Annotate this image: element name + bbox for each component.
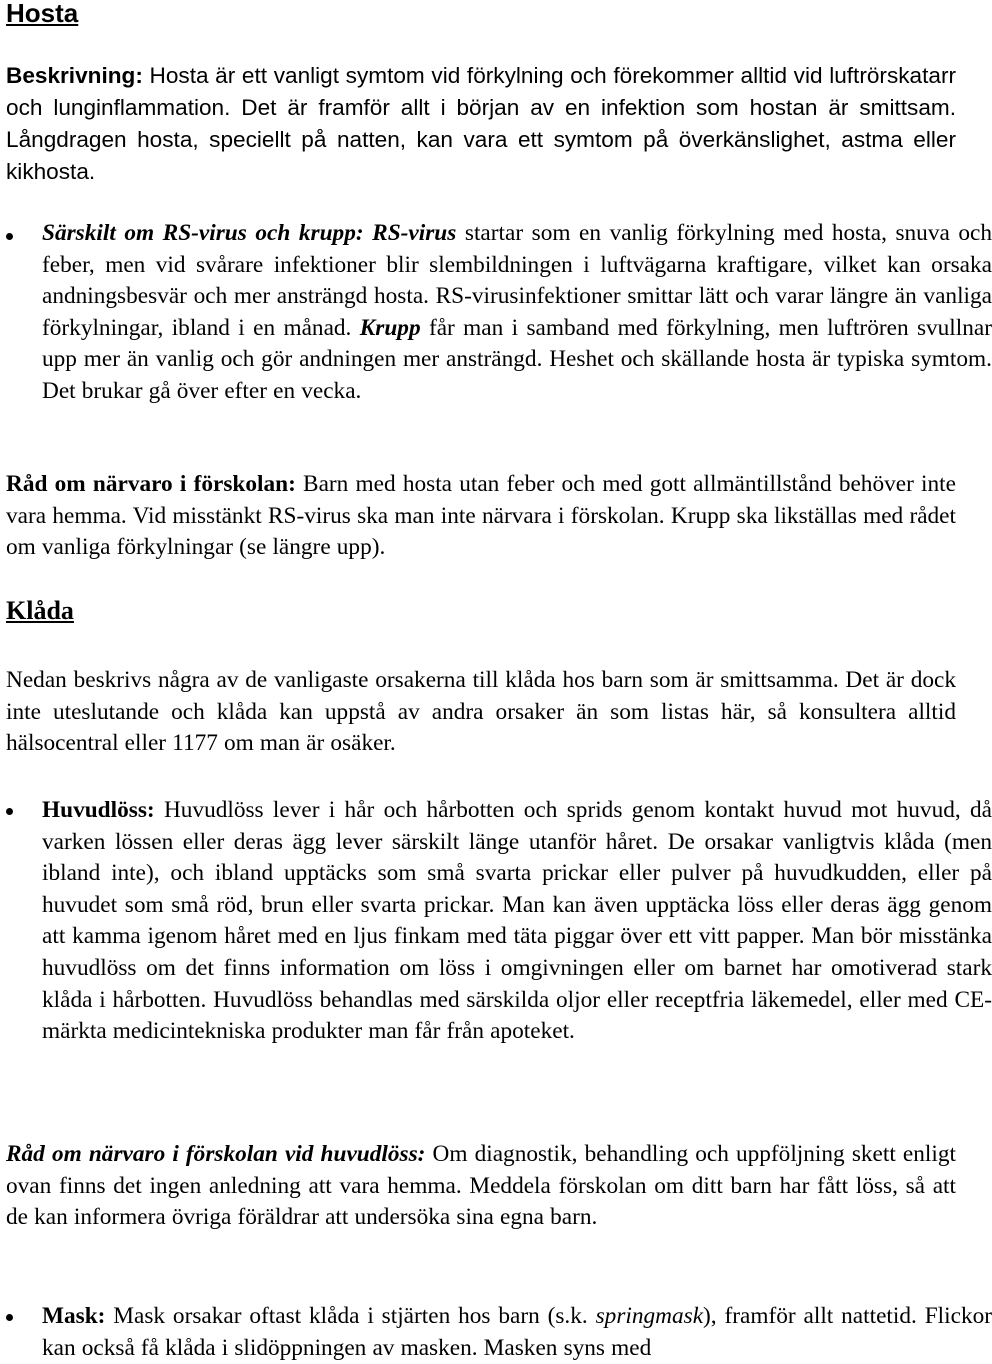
lice-bullet: [6, 795, 992, 1048]
lice-text: Huvudlöss lever i hår och hårbotten och sprids genom kontakt huvud mot huvud, då varken lössen eller deras ägg lever särskilt länge utanför håret. De orsakar vanligtvis klåda (men ibland inte), och ibland upptäcks som små svarta prickar eller pulver på huvudkudden, eller på huvudet som små röd, brun eller svarta prickar. Man kan även upptäcka löss eller deras ägg genom att kamma igenom håret med en ljus finkam med täta piggar över ett vitt papper. Man bör misstänka huvudlöss om det finns information om löss i omgivningen eller om barnet har omotiverad stark klåda i hårbotten. Huvudlöss behandlas med särskilda oljor eller receptfria läkemedel, eller med CE-märkta medicintekniska produkter man får från apoteket.: [42, 797, 992, 1045]
rs-label: Särskilt om RS-virus och krupp:: [42, 220, 364, 246]
krupp-label: Krupp: [359, 314, 421, 341]
mask-bullet: [6, 1301, 992, 1364]
mask-text-2: ), framför allt nattetid. Flickor kan också få klåda i slidöppningen av masken. Masken syns med: [42, 1303, 992, 1361]
mask-italic: springmask: [595, 1303, 704, 1329]
lice-advice-text: Om diagnostik, behandling och uppföljning skett enligt ovan finns det ingen anledning att vara hemma. Meddela förskolan om ditt barn har fått löss, så att de kan informera övriga föräldrar att undersöka sina egna barn.: [6, 1141, 956, 1231]
rs-virus-bullet: [6, 218, 992, 408]
mask-paragraph: [42, 1301, 992, 1364]
mask-label: Mask:: [42, 1303, 106, 1329]
bullet-icon: [6, 808, 13, 815]
advice-label: Råd om närvaro i förskolan:: [6, 471, 296, 497]
section-title-hosta: Hosta: [6, 0, 79, 28]
description-text: Hosta är ett vanligt symtom vid förkylning och förekommer alltid vid luftrörskatarr och lunginflammation. Det är framför allt i början av en infektion som hostan är smittsam. Långdragen hosta, speciellt på natten, kan vara ett symtom på överkänslighet, astma eller kikhosta.: [6, 63, 956, 184]
lice-advice: [6, 1139, 956, 1234]
rs-text-2: får man i samband med förkylning, men luftrören svullnar upp mer än vanlig och gör andningen mer ansträngd. Heshet och skällande hosta är typiska symtom. Det brukar gå över efter en vecka.: [42, 314, 992, 404]
hosta-advice: [6, 469, 956, 564]
description-label: Beskrivning:: [6, 63, 143, 88]
lice-paragraph: [42, 795, 992, 1048]
section-title-klada: Klåda: [6, 596, 74, 625]
lice-advice-label: Råd om närvaro i förskolan vid huvudlöss:: [6, 1141, 426, 1167]
rs-label-2: RS-virus: [372, 220, 457, 246]
rs-text-1: startar som en vanlig förkylning med hosta, snuva och feber, men vid svårare infektioner blir slembildningen i luftvägarna kraftigare, vilket kan orsaka andningsbesvär och mer ansträngd hosta. RS-virusinfektioner smittar lätt och varar längre än vanliga förkylningar, ibland i en månad.: [42, 220, 992, 341]
klada-intro: Nedan beskrivs några av de vanligaste orsakerna till klåda hos barn som är smittsamma. Det är dock inte uteslutande och klåda kan uppstå av andra orsaker än som listas här, så konsultera alltid hälsocentral eller 1177 om man är osäker.: [6, 667, 956, 757]
lice-label: Huvudlöss:: [42, 797, 155, 823]
mask-text-1: Mask orsakar oftast klåda i stjärten hos barn (s.k.: [105, 1303, 596, 1329]
rs-virus-paragraph: [42, 218, 992, 408]
hosta-description: [6, 60, 956, 188]
bullet-icon: [6, 233, 13, 240]
advice-text: Barn med hosta utan feber och med gott allmäntillstånd behöver inte vara hemma. Vid misstänkt RS-virus ska man inte närvara i förskolan. Krupp ska likställas med rådet om vanliga förkylningar (se längre upp).: [6, 471, 956, 561]
bullet-icon: [6, 1314, 13, 1321]
